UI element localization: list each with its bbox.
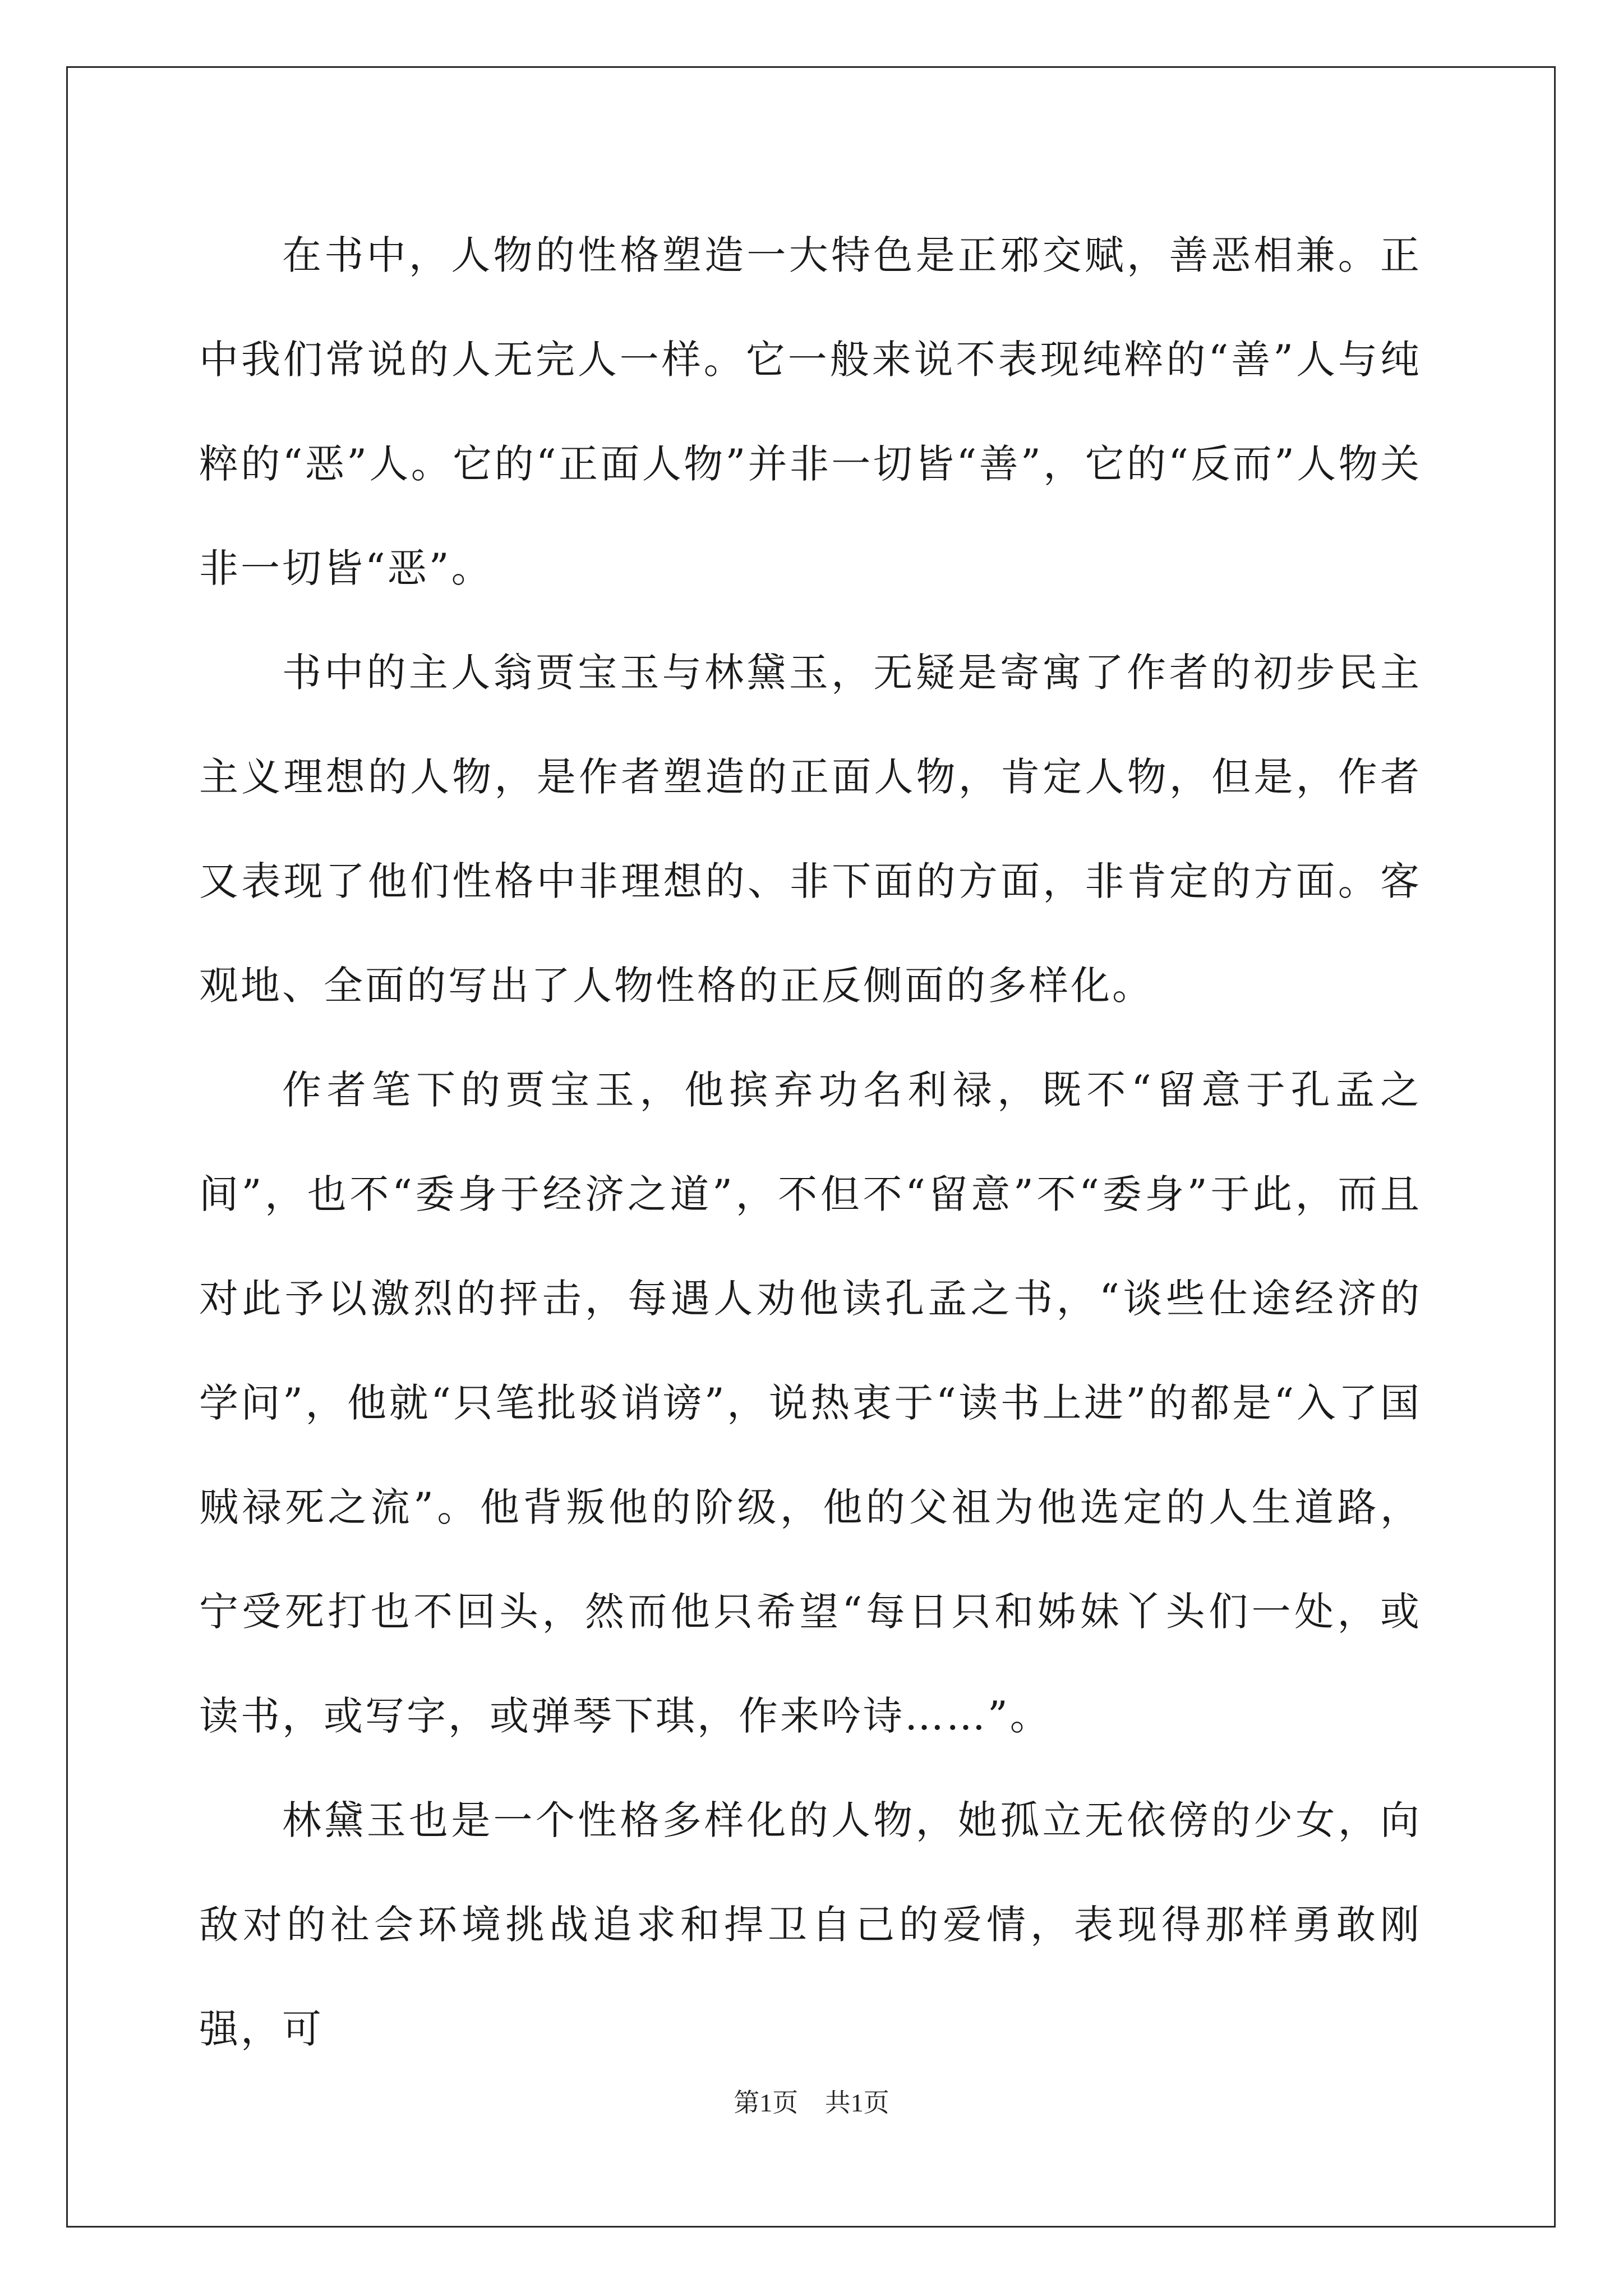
- paragraph-4: 林黛玉也是一个性格多样化的人物，她孤立无依傍的少女，向敌对的社会环境挑战追求和捍卫自己的爱情，表现得那样勇敢刚强，可: [199, 1797, 1422, 2052]
- paragraph-1: 在书中，人物的性格塑造一大特色是正邪交赋，善恶相兼。正中我们常说的人无完人一样。它一般来说不表现纯粹的“善”人与纯粹的“恶”人。它的“正面人物”并非一切皆“善”，它的“反而”人物关非一切皆“恶”。: [199, 232, 1422, 591]
- paragraph-2: 书中的主人翁贾宝玉与林黛玉，无疑是寄寓了作者的初步民主主义理想的人物，是作者塑造的正面人物，肯定人物，但是，作者又表现了他们性格中非理想的、非下面的方面，非肯定的方面。客观地、全面的写出了人物性格的正反侧面的多样化。: [199, 650, 1422, 1009]
- paragraph-3: 作者笔下的贾宝玉，他摈弃功名利禄，既不“留意于孔孟之间”，也不“委身于经济之道”，不但不“留意”不“委身”于此，而且对此予以激烈的抨击，每遇人劝他读孔孟之书，“谈些仕途经济的学问”，他就“只笔批驳诮谤”，说热衷于“读书上进”的都是“入了国贼禄死之流”。他背叛他的阶级，他的父祖为他选定的人生道路，宁受死打也不回头，然而他只希望“每日只和姊妹丫头们一处，或读书，或写字，或弹琴下琪，作来吟诗……”。: [199, 1067, 1422, 1739]
- document-body: [199, 203, 1422, 2081]
- page-footer: [0, 2082, 1623, 2119]
- page-total: 共1页: [824, 2088, 889, 2117]
- page-number: 第1页: [734, 2088, 799, 2117]
